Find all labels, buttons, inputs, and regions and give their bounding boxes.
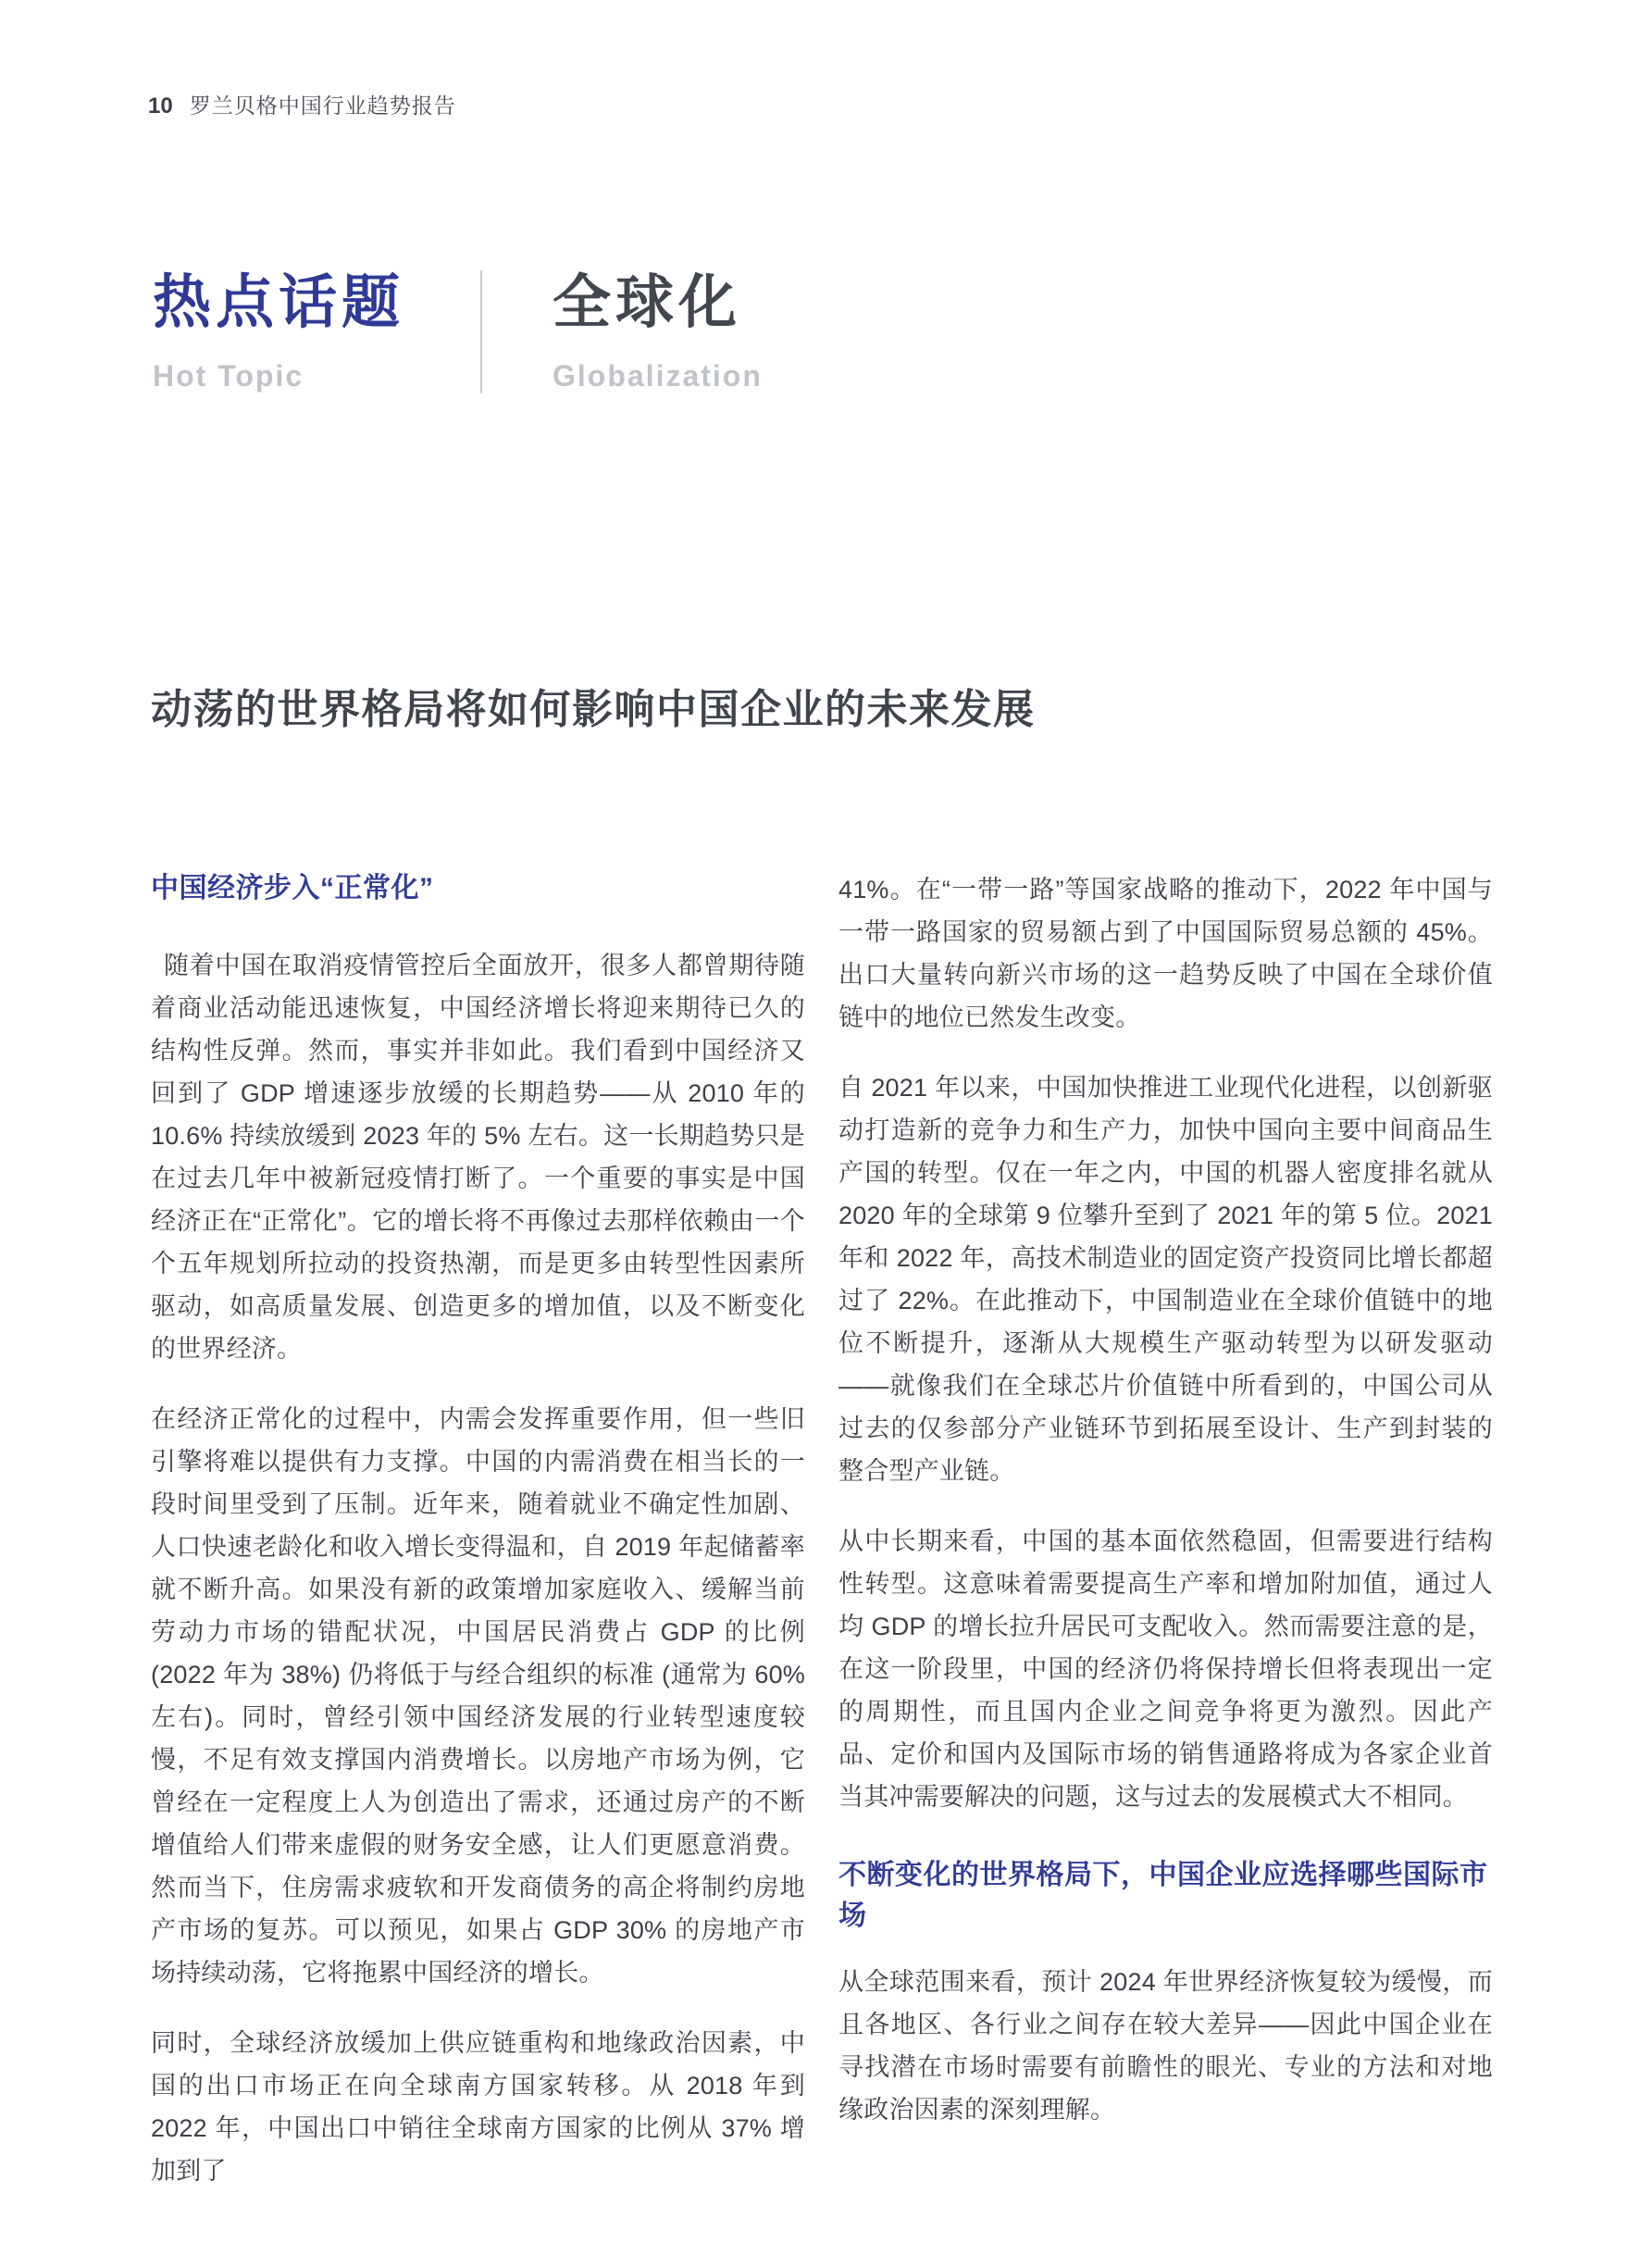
paragraph: 自 2021 年以来，中国加快推进工业现代化进程，以创新驱动打造新的竞争力和生产力，加快中国向主要中间商品生产国的转型。仅在一年之内，中国的机器人密度排名就从 2020 年的全球第 9 位攀升至到了 2021 年的第 5 位。2021 年和 2022 年，高技术制造业的固定资产投资同比增长都超过了 22%。在此推动下，中国制造业在全球价值链中的地位不断提升，逐渐从大规模生产驱动转型为以研发驱动——就像我们在全球芯片价值链中所看到的，中国公司从过去的仅参部分产业链环节到拓展至设计、生产到封装的整合型产业链。 (838, 1074, 1493, 1485)
topic-divider (480, 270, 482, 393)
paragraph: 41%。在“一带一路”等国家战略的推动下，2022 年中国与一带一路国家的贸易额占到了中国国际贸易总额的 45%。出口大量转向新兴市场的这一趋势反映了中国在全球价值链中的地位已然发生改变。 (838, 876, 1493, 1031)
page-header (148, 89, 456, 119)
paragraph: 在经济正常化的过程中，内需会发挥重要作用，但一些旧引擎将难以提供有力支撑。中国的内需消费在相当长的一段时间里受到了压制。近年来，随着就业不确定性加剧、人口快速老龄化和收入增长变得温和，自 2019 年起储蓄率就不断升高。如果没有新的政策增加家庭收入、缓解当前劳动力市场的错配状况，中国居民消费占 GDP 的比例 (2022 年为 38%) 仍将低于与经合组织的标准 (通常为 60% 左右)。同时，曾经引领中国经济发展的行业转型速度较慢，不足有效支撑国内消费增长。以房地产市场为例，它曾经在一定程度上人为创造出了需求，还通过房产的不断增值给人们带来虚假的财务安全感，让人们更愿意消费。然而当下，住房需求疲软和开发商债务的高企将制约房地产市场的复苏。可以预见，如果占 GDP 30% 的房地产市场持续动荡，它将拖累中国经济的增长。 (151, 1405, 805, 1987)
paragraph: 从中长期来看，中国的基本面依然稳固，但需要进行结构性转型。这意味着需要提高生产率和增加附加值，通过人均 GDP 的增长拉升居民可支配收入。然而需要注意的是，在这一阶段里，中国的经济仍将保持增长但将表现出一定的周期性，而且国内企业之间竞争将更为激烈。因此产品、定价和国内及国际市场的销售通路将成为各家企业首当其冲需要解决的问题，这与过去的发展模式大不相同。 (838, 1527, 1493, 1811)
report-title: 罗兰贝格中国行业趋势报告 (189, 93, 456, 118)
section-heading-markets: 不断变化的世界格局下，中国企业应选择哪些国际市场 (838, 1860, 1488, 1931)
topic-label-block (153, 270, 404, 393)
article-title: 动荡的世界格局将如何影响中国企业的未来发展 (151, 687, 1036, 732)
topic-label-zh: 热点话题 (153, 270, 404, 335)
left-column (151, 868, 805, 2220)
page-number: 10 (148, 93, 173, 118)
paragraph: 从全球范围来看，预计 2024 年世界经济恢复较为缓慢，而且各地区、各行业之间存在较大差异——因此中国企业在寻找潜在市场时需要有前瞻性的眼光、专业的方法和对地缘政治因素的深刻理解。 (838, 1968, 1493, 2124)
topic-subject-block (553, 270, 763, 393)
topic-subject-zh: 全球化 (553, 270, 741, 335)
paragraph: 随着中国在取消疫情管控后全面放开，很多人都曾期待随着商业活动能迅速恢复，中国经济增长将迎来期待已久的结构性反弹。然而，事实并非如此。我们看到中国经济又回到了 GDP 增速逐步放缓的长期趋势——从 2010 年的 10.6% 持续放缓到 2023 年的 5% 左右。这一长期趋势只是在过去几年中被新冠疫情打断了。一个重要的事实是中国经济正在“正常化”。它的增长将不再像过去那样依赖由一个个五年规划所拉动的投资热潮，而是更多由转型性因素所驱动，如高质量发展、创造更多的增加值，以及不断变化的世界经济。 (151, 952, 805, 1363)
topic-label-en: Hot Topic (153, 359, 304, 393)
right-column (838, 868, 1493, 2220)
section-heading-normalization: 中国经济步入“正常化” (151, 873, 434, 903)
topic-subject-en: Globalization (553, 359, 763, 393)
paragraph: 同时，全球经济放缓加上供应链重构和地缘政治因素，中国的出口市场正在向全球南方国家转移。从 2018 年到 2022 年，中国出口中销往全球南方国家的比例从 37% 增加到了 (151, 2029, 805, 2185)
article-body (151, 868, 1493, 2220)
topic-banner (153, 270, 763, 393)
